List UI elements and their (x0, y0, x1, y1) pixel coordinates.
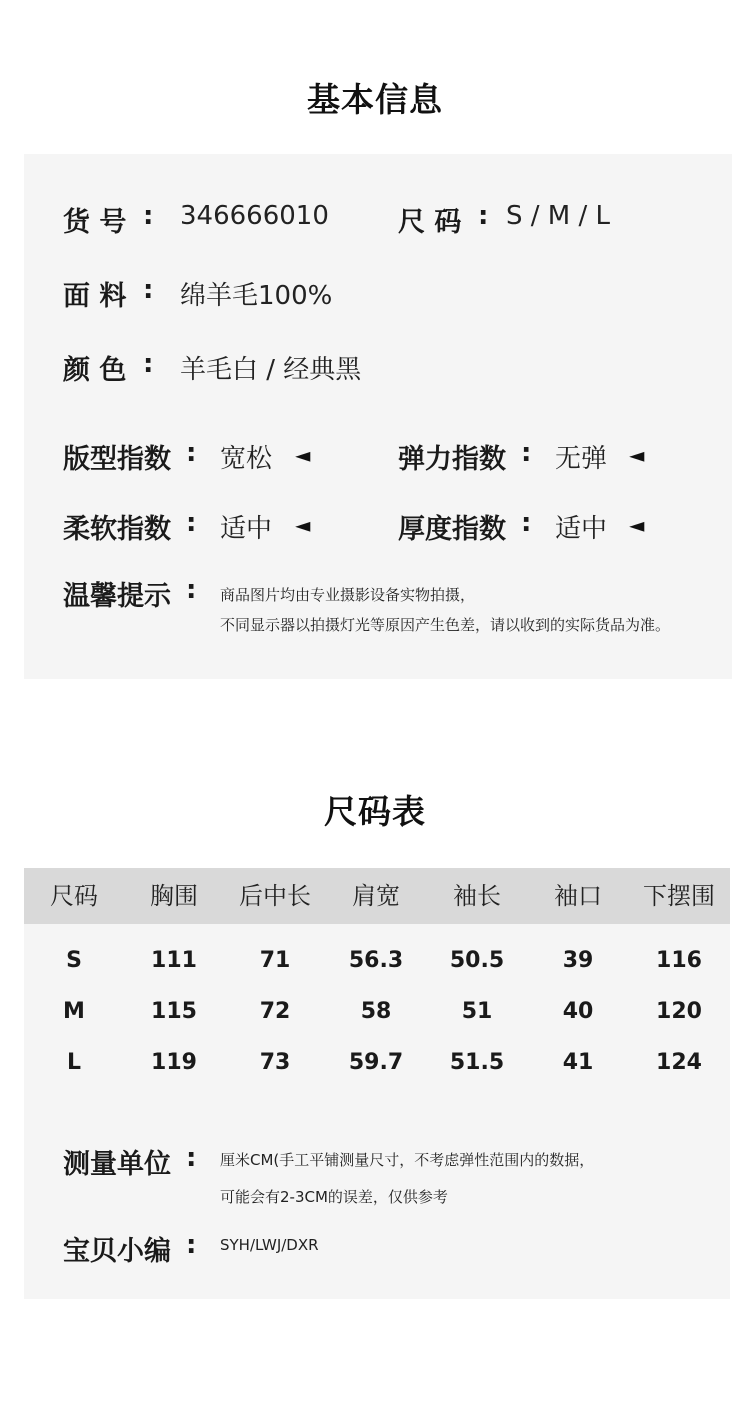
table-cell: 59.7 (348, 1050, 404, 1075)
table-cell: 71 (259, 948, 291, 973)
table-cell: 41 (562, 1050, 594, 1075)
elastic-index-label: 弹力指数 (398, 444, 506, 475)
table-cell: L (66, 1050, 82, 1075)
softness-index-colon: : (186, 508, 197, 538)
table-cell: M (63, 999, 85, 1024)
table-cell: 73 (259, 1050, 291, 1075)
softness-index-arrow-icon: ◄ (295, 513, 311, 537)
fabric-value: 绵羊毛100% (180, 281, 333, 311)
table-cell: 51 (461, 999, 493, 1024)
table-cell: 72 (259, 999, 291, 1024)
size-value: S / M / L (506, 201, 610, 231)
editor-colon: : (186, 1230, 197, 1260)
thickness-index-arrow-icon: ◄ (629, 513, 645, 537)
header-size: 尺码 (50, 882, 98, 910)
thickness-index-colon: : (521, 508, 532, 538)
table-cell: 50.5 (449, 948, 505, 973)
editor-value: SYH/LWJ/DXR (220, 1236, 319, 1254)
fit-index-colon: : (186, 438, 197, 468)
thickness-index-label: 厚度指数 (398, 514, 506, 545)
header-chest: 胸围 (150, 882, 198, 910)
header-shoulder: 肩宽 (352, 882, 400, 910)
table-cell: 56.3 (348, 948, 404, 973)
tips-line-2: 不同显示器以拍摄灯光等原因产生色差，请以收到的实际货品为准。 (220, 616, 671, 634)
header-sleeve-length: 袖长 (453, 882, 501, 910)
item-no-label: 货 号 (63, 207, 127, 238)
table-cell: 58 (360, 999, 392, 1024)
fabric-colon: : (143, 275, 154, 305)
size-label: 尺 码 (398, 207, 462, 238)
header-hem: 下摆围 (643, 882, 715, 910)
header-back-length: 后中长 (239, 882, 311, 910)
table-cell: 120 (656, 999, 702, 1024)
header-cuff: 袖口 (554, 882, 602, 910)
elastic-index-arrow-icon: ◄ (629, 443, 645, 467)
fit-index-value: 宽松 (220, 444, 273, 474)
fabric-label: 面 料 (63, 281, 127, 312)
softness-index-label: 柔软指数 (63, 514, 171, 545)
item-no-colon: : (143, 201, 154, 231)
color-value: 羊毛白 / 经典黑 (180, 355, 362, 385)
softness-index-value: 适中 (220, 514, 273, 544)
tips-label: 温馨提示 (63, 581, 171, 612)
table-cell: 51.5 (449, 1050, 505, 1075)
fit-index-arrow-icon: ◄ (295, 443, 311, 467)
size-chart-title: 尺码表 (324, 792, 426, 831)
basic-info-title: 基本信息 (307, 80, 443, 119)
tips-colon: : (186, 575, 197, 605)
color-label: 颜 色 (63, 355, 127, 386)
unit-colon: : (186, 1143, 197, 1173)
elastic-index-colon: : (521, 438, 532, 468)
editor-label: 宝贝小编 (63, 1236, 171, 1267)
table-cell: 39 (562, 948, 594, 973)
unit-line-1: 厘米CM(手工平铺测量尺寸，不考虑弹性范围内的数据， (220, 1151, 595, 1169)
table-cell: S (66, 948, 82, 973)
table-cell: 119 (151, 1050, 197, 1075)
table-cell: 40 (562, 999, 594, 1024)
unit-label: 测量单位 (63, 1149, 171, 1180)
tips-line-1: 商品图片均由专业摄影设备实物拍摄， (220, 586, 476, 604)
unit-line-2: 可能会有2-3CM的误差，仅供参考 (220, 1188, 448, 1206)
size-colon: : (478, 201, 489, 231)
table-cell: 115 (151, 999, 197, 1024)
table-cell: 116 (656, 948, 702, 973)
thickness-index-value: 适中 (555, 514, 608, 544)
table-cell: 111 (151, 948, 197, 973)
item-no-value: 346666010 (180, 201, 329, 231)
color-colon: : (143, 349, 154, 379)
table-cell: 124 (656, 1050, 702, 1075)
fit-index-label: 版型指数 (63, 444, 171, 475)
elastic-index-value: 无弹 (555, 444, 608, 474)
